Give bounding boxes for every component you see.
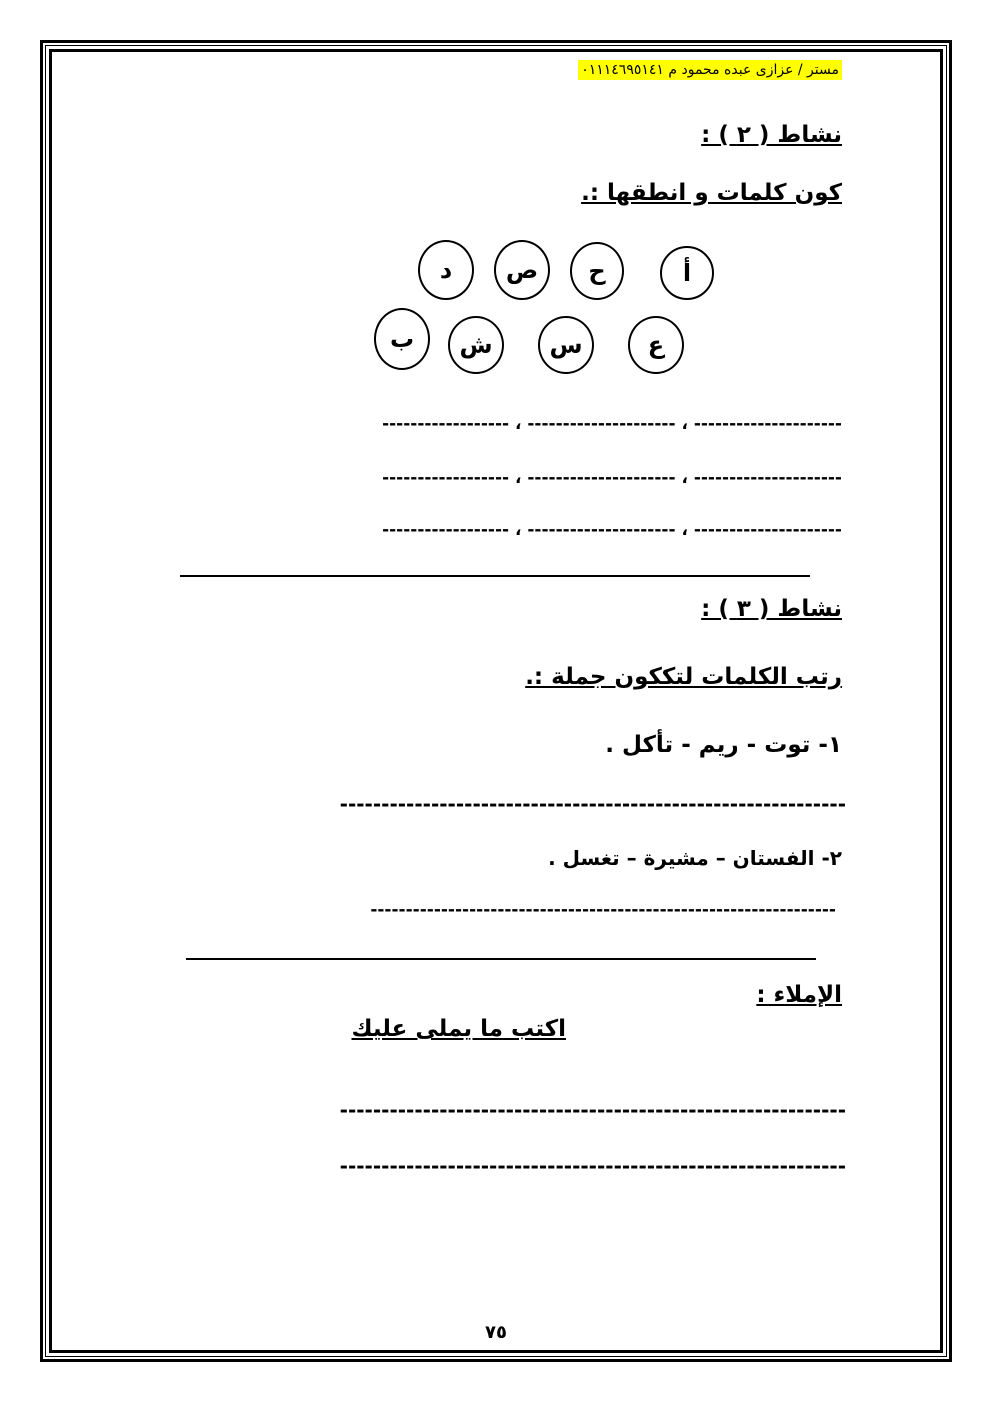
letter-circle: ع bbox=[628, 316, 684, 374]
section-divider bbox=[180, 575, 810, 577]
sentence-item-1: ١- توت - ريم - تأكل . bbox=[605, 732, 842, 758]
answer-line: ------------------------------------------------------------- bbox=[339, 1154, 846, 1178]
answer-line: ------------------ ، --------------------- ، --------------------- bbox=[382, 414, 842, 434]
letter-circle: س bbox=[538, 316, 594, 374]
teacher-header: مستر / عزازى عبده محمود م ٠١١١٤٦٩٥١٤١ bbox=[578, 60, 842, 80]
dictation-instruction: اكتب ما يملى عليك bbox=[351, 1016, 566, 1042]
activity2-instruction: كون كلمات و انطقها :. bbox=[581, 180, 842, 206]
answer-line: ------------------ ، --------------------- ، --------------------- bbox=[382, 520, 842, 540]
letter-circle: د bbox=[418, 240, 474, 300]
answer-line: ------------------------------------------------------------- bbox=[339, 792, 846, 816]
letter-circle: ب bbox=[374, 308, 430, 370]
activity3-instruction: رتب الكلمات لتككون جملة :. bbox=[525, 664, 842, 690]
answer-line: ------------------------------------------------------------------ bbox=[370, 900, 836, 920]
letter-circle: ش bbox=[448, 316, 504, 374]
page-number: ٧٥ bbox=[485, 1322, 507, 1343]
letter-circle: ح bbox=[570, 242, 624, 300]
answer-line: ------------------ ، --------------------- ، --------------------- bbox=[382, 468, 842, 488]
answer-line: ------------------------------------------------------------- bbox=[339, 1098, 846, 1122]
section-divider bbox=[186, 958, 816, 960]
letter-circle: أ bbox=[660, 246, 714, 300]
activity2-title: نشاط ( ٢ ) : bbox=[701, 122, 842, 148]
sentence-item-2: ٢- الفستان – مشيرة – تغسل . bbox=[548, 846, 842, 870]
letter-circle: ص bbox=[494, 240, 550, 300]
dictation-title: الإملاء : bbox=[756, 982, 842, 1008]
activity3-title: نشاط ( ٣ ) : bbox=[701, 596, 842, 622]
